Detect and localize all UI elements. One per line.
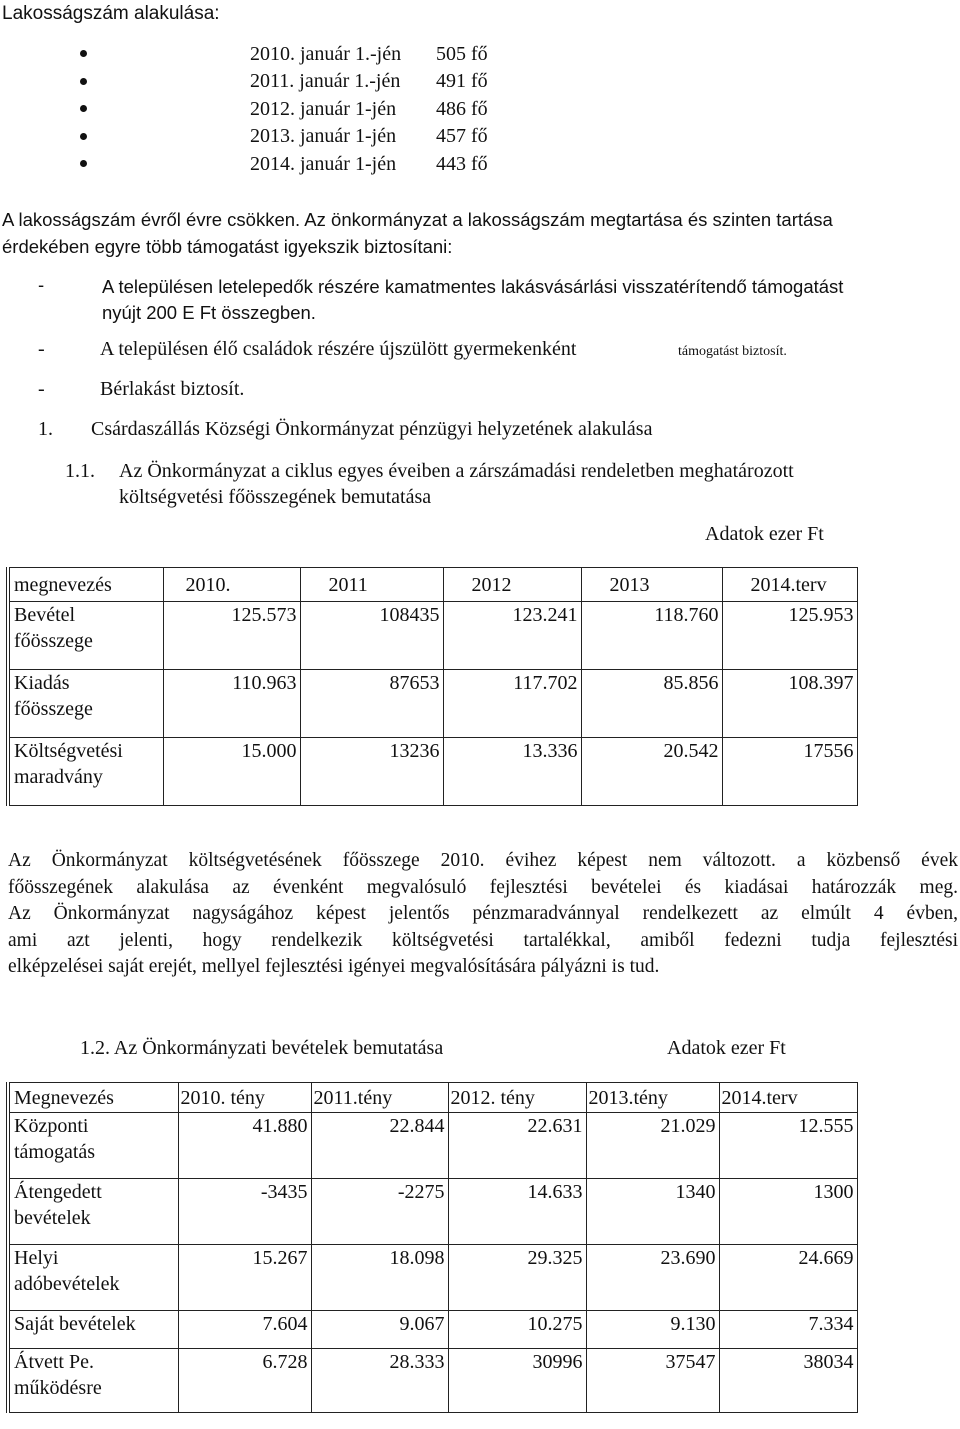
- table-row: [8, 1349, 857, 1413]
- table-cell: -3435: [178, 1179, 311, 1245]
- table-cell: 24.669: [719, 1245, 857, 1311]
- intro-line: A lakosságszám évről évre csökken. Az önkormányzat a lakosságszám megtartása és szinten tartása: [2, 209, 833, 230]
- list-item: [80, 123, 488, 151]
- table-cell: 125.953: [722, 602, 857, 670]
- row-label: Központi támogatás: [8, 1113, 178, 1179]
- column-header: 2013: [581, 568, 722, 602]
- row-label: Átvett Pe. működésre: [8, 1349, 178, 1413]
- table-cell: 41.880: [178, 1113, 311, 1179]
- section-title: költségvetési főösszegének bemutatása: [119, 486, 432, 508]
- section-number: 1.2.: [80, 1037, 110, 1059]
- dash: -: [38, 274, 45, 295]
- column-header: 2012. tény: [448, 1083, 586, 1113]
- table-cell: 28.333: [311, 1349, 448, 1413]
- bullet-icon: [80, 78, 87, 85]
- table-cell: 30996: [448, 1349, 586, 1413]
- column-header: 2011: [300, 568, 443, 602]
- table-cell: 6.728: [178, 1349, 311, 1413]
- dash: -: [38, 378, 45, 400]
- table-cell: 18.098: [311, 1245, 448, 1311]
- table-cell: 13236: [300, 738, 443, 806]
- table-cell: 117.702: [443, 670, 581, 738]
- section-1-2-heading: [80, 1037, 443, 1060]
- bullet-icon: [80, 105, 87, 112]
- bullet-icon: [80, 50, 87, 57]
- section-number: 1.1.: [65, 460, 95, 482]
- list-item: [80, 40, 488, 68]
- intro-line: érdekében egyre több támogatást igyekszik biztosítani:: [2, 236, 453, 257]
- table-cell: 87653: [300, 670, 443, 738]
- table-cell: 15.267: [178, 1245, 311, 1311]
- table-cell: 108.397: [722, 670, 857, 738]
- column-header: 2012: [443, 568, 581, 602]
- table-row: [8, 738, 857, 806]
- paragraph-line: Az Önkormányzat költségvetésének főösszege 2010. évihez képest nem változott. a közbenső évek: [8, 850, 958, 871]
- population-value: 491 fő: [436, 70, 488, 93]
- list-item: [80, 68, 488, 96]
- table-cell: 37547: [586, 1349, 719, 1413]
- population-value: 505 fő: [436, 42, 488, 65]
- table-row: [8, 1113, 857, 1179]
- section-title: Az Önkormányzati bevételek bemutatása: [113, 1037, 444, 1059]
- support-text: Bérlakást biztosít.: [100, 378, 245, 400]
- row-label: Átengedett bevételek: [8, 1179, 178, 1245]
- section-number: 1.: [38, 418, 53, 440]
- unit-label: Adatok ezer Ft: [705, 523, 824, 545]
- population-date: 2010. január 1.-jén: [250, 42, 402, 65]
- column-header: Megnevezés: [8, 1083, 178, 1113]
- budget-table: [6, 567, 858, 806]
- population-date: 2014. január 1-jén: [250, 152, 397, 175]
- table-row: [8, 1311, 857, 1349]
- table-cell: 10.275: [448, 1311, 586, 1349]
- section-title: Csárdaszállás Községi Önkormányzat pénzügyi helyzetének alakulása: [91, 418, 653, 440]
- table-cell: 23.690: [586, 1245, 719, 1311]
- list-item: [80, 150, 488, 178]
- intro-paragraph: [2, 206, 833, 260]
- revenue-table: [6, 1082, 858, 1413]
- bullet-icon: [80, 160, 87, 167]
- table-cell: 1340: [586, 1179, 719, 1245]
- table-header-row: [8, 1083, 857, 1113]
- dash: -: [38, 338, 45, 360]
- table-row: [8, 1245, 857, 1311]
- table-cell: 108435: [300, 602, 443, 670]
- support-text: A településen letelepedők részére kamatmentes lakásvásárlási visszatérítendő támogatást: [102, 276, 844, 297]
- section-title: Az Önkormányzat a ciklus egyes éveiben a zárszámadási rendeletben meghatározott: [119, 460, 794, 482]
- table-cell: 12.555: [719, 1113, 857, 1179]
- population-date: 2012. január 1-jén: [250, 97, 397, 120]
- support-text: A településen élő családok részére újszülött gyermekenként: [100, 338, 577, 360]
- table-cell: 22.631: [448, 1113, 586, 1179]
- population-list: [80, 40, 488, 178]
- table-cell: 17556: [722, 738, 857, 806]
- table-cell: 7.334: [719, 1311, 857, 1349]
- summary-paragraph: [8, 848, 958, 981]
- column-header: 2011.tény: [311, 1083, 448, 1113]
- table-cell: 29.325: [448, 1245, 586, 1311]
- table-cell: 7.604: [178, 1311, 311, 1349]
- paragraph-line: elképzelései saját erejét, mellyel fejlesztési igényei megvalósítására pályázni is tud.: [8, 956, 660, 977]
- table-cell: 14.633: [448, 1179, 586, 1245]
- column-header: 2010. tény: [178, 1083, 311, 1113]
- column-header: 2014.terv: [722, 568, 857, 602]
- list-item: [80, 95, 488, 123]
- table-row: [8, 602, 857, 670]
- support-text: nyújt 200 E Ft összegben.: [102, 302, 316, 323]
- table-cell: 9.067: [311, 1311, 448, 1349]
- table-cell: 118.760: [581, 602, 722, 670]
- table-cell: 9.130: [586, 1311, 719, 1349]
- column-header: 2013.tény: [586, 1083, 719, 1113]
- table-cell: 13.336: [443, 738, 581, 806]
- paragraph-line: főösszegének alakulása az évenként megvalósuló fejlesztési bevételei és kiadásai határozzák meg.: [8, 876, 958, 898]
- column-header: 2010.: [163, 568, 300, 602]
- table-cell: 125.573: [163, 602, 300, 670]
- column-header: megnevezés: [8, 568, 163, 602]
- table-row: [8, 1179, 857, 1245]
- table-cell: 38034: [719, 1349, 857, 1413]
- table-cell: 1300: [719, 1179, 857, 1245]
- row-label: Kiadás főösszege: [8, 670, 163, 738]
- row-label: Költségvetési maradvány: [8, 738, 163, 806]
- population-value: 457 fő: [436, 125, 488, 148]
- table-header-row: [8, 568, 857, 602]
- table-cell: 20.542: [581, 738, 722, 806]
- paragraph-line: Az Önkormányzat nagyságához képest jelentős pénzmaradvánnyal rendelkezett az elmúlt 4 évben,: [8, 903, 958, 924]
- table-cell: 123.241: [443, 602, 581, 670]
- table-cell: 21.029: [586, 1113, 719, 1179]
- table-cell: 15.000: [163, 738, 300, 806]
- population-date: 2013. január 1-jén: [250, 125, 397, 148]
- population-heading: Lakosságszám alakulása:: [2, 3, 220, 24]
- column-header: 2014.terv: [719, 1083, 857, 1113]
- population-date: 2011. január 1.-jén: [250, 70, 401, 93]
- population-value: 486 fő: [436, 97, 488, 120]
- table-cell: 110.963: [163, 670, 300, 738]
- paragraph-line: ami azt jelenti, hogy rendelkezik költségvetési tartalékkal, amiből fedezni tudja fejlesztési: [8, 929, 958, 951]
- row-label: Helyi adóbevételek: [8, 1245, 178, 1311]
- support-text-small: támogatást biztosít.: [678, 344, 787, 359]
- row-label: Bevétel főösszege: [8, 602, 163, 670]
- bullet-icon: [80, 133, 87, 140]
- table-cell: -2275: [311, 1179, 448, 1245]
- row-label: Saját bevételek: [8, 1311, 178, 1349]
- table-row: [8, 670, 857, 738]
- population-value: 443 fő: [436, 152, 488, 175]
- table-cell: 85.856: [581, 670, 722, 738]
- unit-label: Adatok ezer Ft: [667, 1037, 786, 1059]
- table-cell: 22.844: [311, 1113, 448, 1179]
